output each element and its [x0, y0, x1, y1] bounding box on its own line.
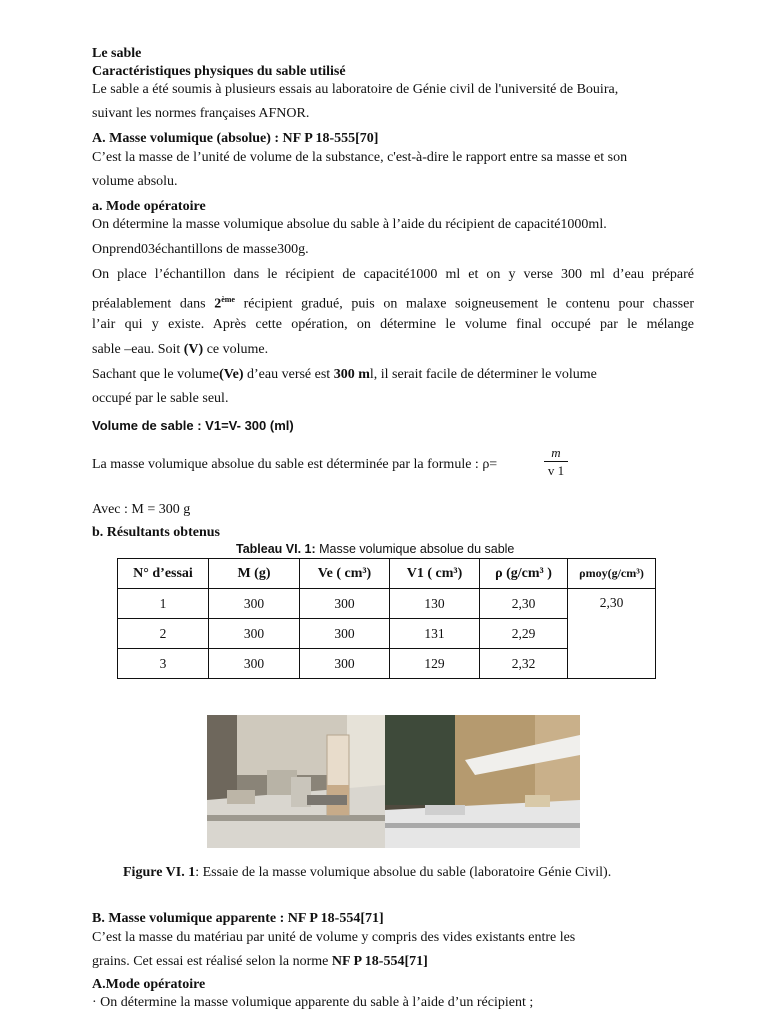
- section-b-line-1: C’est la masse du matériau par unité de volume y compris des vides existants entre les: [92, 930, 576, 945]
- cell: 130: [390, 589, 480, 619]
- cell: 300: [209, 619, 300, 649]
- section-b-mode-line-1: · On détermine la masse volumique apparente du sable à l’aide d’un récipient ;: [92, 995, 534, 1010]
- section-b-line-2: grains. Cet essai est réalisé selon la norme NF P 18-554[71]: [92, 954, 428, 969]
- figure-caption: Figure VI. 1: Essaie de la masse volumique absolue du sable (laboratoire Génie Civil).: [123, 865, 612, 880]
- results-table: [117, 558, 656, 679]
- header-essai: N° d’essai: [118, 559, 209, 589]
- formula-text: La masse volumique absolue du sable est déterminée par la formule : ρ=: [92, 457, 498, 472]
- section-b-mode-title: A.Mode opératoire: [92, 977, 206, 992]
- formula-numerator: m: [551, 445, 561, 460]
- formula-denominator: v 1: [547, 463, 565, 478]
- header-v1: V1 ( cm³): [390, 559, 480, 589]
- section-a-def-2: volume absolu.: [92, 174, 178, 189]
- cell: 2: [118, 619, 209, 649]
- para-line-1: On place l’échantillon dans le récipient de capacité1000 ml et on y verse 300 ml d’eau préparé: [92, 267, 694, 282]
- header-rho: ρ (g/cm³ ): [480, 559, 568, 589]
- para-line-2: préalablement dans 2ème récipient gradué, puis on malaxe soigneusement le contenu pour chasser: [92, 295, 695, 312]
- table-row: [118, 589, 656, 619]
- lab-photo-right: [385, 715, 580, 848]
- section-a-def-1: C’est la masse de l’unité de volume de la substance, c'est-à-dire le rapport entre sa masse et son: [92, 150, 628, 165]
- ve-line-1: Sachant que le volume(Ve) d’eau versé est 300 ml, il serait facile de déterminer le volume: [92, 367, 597, 382]
- results-title: b. Résultants obtenus: [92, 525, 220, 540]
- cell: 300: [300, 589, 390, 619]
- lab-photo-left: [207, 715, 385, 848]
- para-line-4: sable –eau. Soit (V) ce volume.: [92, 342, 269, 357]
- volume-formula: Volume de sable : V1=V- 300 (ml): [92, 418, 294, 433]
- table-header-row: [118, 559, 656, 589]
- cell: 131: [390, 619, 480, 649]
- cell: 300: [300, 619, 390, 649]
- ve-line-2: occupé par le sable seul.: [92, 391, 229, 406]
- cell: 300: [209, 589, 300, 619]
- cell: 300: [300, 649, 390, 679]
- section-a-title: A. Masse volumique (absolue) : NF P 18-555[70]: [92, 131, 379, 146]
- subheading: Caractéristiques physiques du sable utilisé: [92, 64, 346, 79]
- intro-line-2: suivant les normes françaises AFNOR.: [92, 106, 310, 121]
- header-ve: Ve ( cm³): [300, 559, 390, 589]
- cell: 1: [118, 589, 209, 619]
- mode-line-2: Onprend03échantillons de masse300g.: [92, 242, 309, 257]
- header-m: M (g): [209, 559, 300, 589]
- header-rho-moy: ρmoy(g/cm³): [568, 559, 656, 589]
- page-heading: Le sable: [92, 46, 142, 61]
- cell: 2,30: [480, 589, 568, 619]
- table-caption: Tableau VI. 1: Masse volumique absolue du sable: [236, 542, 515, 556]
- para-line-3: l’air qui y existe. Après cette opération, on détermine le volume final occupé par le mélange: [92, 317, 694, 332]
- mode-line-1: On détermine la masse volumique absolue du sable à l’aide du récipient de capacité1000ml.: [92, 217, 607, 232]
- section-b-title: B. Masse volumique apparente : NF P 18-554[71]: [92, 911, 384, 926]
- intro-line-1: Le sable a été soumis à plusieurs essais au laboratoire de Génie civil de l'université de Bouira,: [92, 82, 619, 97]
- mode-title: a. Mode opératoire: [92, 199, 206, 214]
- mean-cell: 2,30: [568, 589, 656, 679]
- cell: 129: [390, 649, 480, 679]
- formula-fraction: [540, 445, 572, 479]
- cell: 300: [209, 649, 300, 679]
- avec-line: Avec : M = 300 g: [92, 502, 191, 517]
- cell: 3: [118, 649, 209, 679]
- cell: 2,29: [480, 619, 568, 649]
- cell: 2,32: [480, 649, 568, 679]
